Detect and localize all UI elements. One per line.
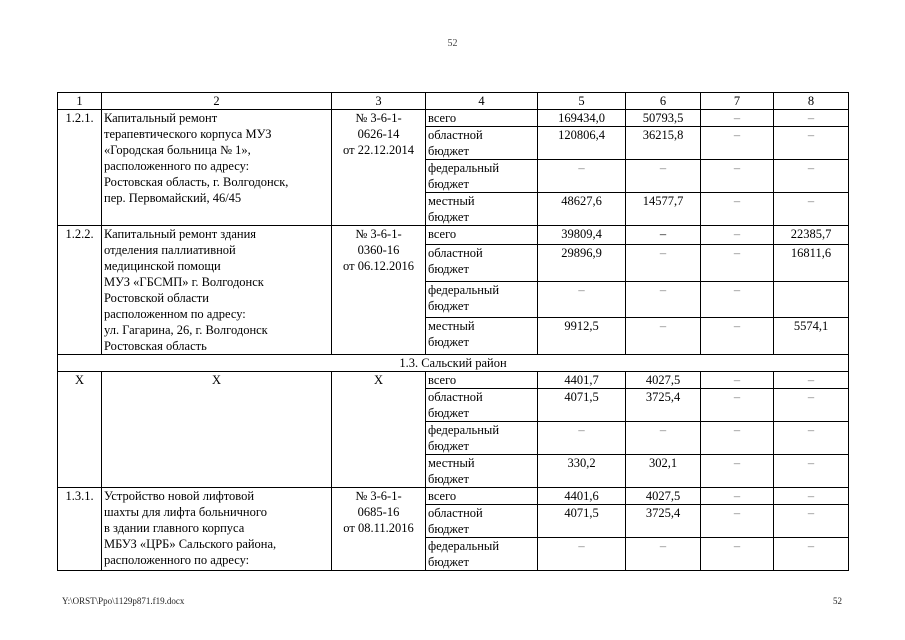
funding-source: местный бюджет bbox=[426, 318, 538, 355]
table-row bbox=[58, 110, 849, 127]
value-cell-c5: – bbox=[538, 160, 626, 193]
funding-source: местный бюджет bbox=[426, 455, 538, 488]
funding-source: всего bbox=[426, 372, 538, 389]
value-cell-c6: – bbox=[626, 318, 701, 355]
value-cell-c5: 4401,7 bbox=[538, 372, 626, 389]
funding-source: федеральный бюджет bbox=[426, 422, 538, 455]
funding-source: всего bbox=[426, 110, 538, 127]
header-cell: 3 bbox=[332, 93, 426, 110]
value-cell-c8: – bbox=[774, 193, 849, 226]
table-body bbox=[58, 93, 849, 571]
header-cell: 2 bbox=[102, 93, 332, 110]
value-cell-c7: – bbox=[701, 372, 774, 389]
value-cell-c5: 120806,4 bbox=[538, 127, 626, 160]
header-cell: 5 bbox=[538, 93, 626, 110]
page-number-top: 52 bbox=[447, 38, 458, 49]
value-cell-c8 bbox=[774, 281, 849, 318]
item-code: X bbox=[58, 372, 102, 488]
value-cell-c5: – bbox=[538, 281, 626, 318]
value-cell-c5: 29896,9 bbox=[538, 244, 626, 281]
item-code: 1.2.1. bbox=[58, 110, 102, 226]
value-cell-c7: – bbox=[701, 193, 774, 226]
value-cell-c5: 4401,6 bbox=[538, 488, 626, 505]
value-cell-c7: – bbox=[701, 318, 774, 355]
funding-source: областной бюджет bbox=[426, 244, 538, 281]
value-cell-c6: – bbox=[626, 160, 701, 193]
value-cell-c5: 4071,5 bbox=[538, 505, 626, 538]
value-cell-c6: 14577,7 bbox=[626, 193, 701, 226]
value-cell-c6: 4027,5 bbox=[626, 488, 701, 505]
value-cell-c7: – bbox=[701, 488, 774, 505]
value-cell-c8: 22385,7 bbox=[774, 226, 849, 245]
value-cell-c8: 5574,1 bbox=[774, 318, 849, 355]
value-cell-c6: 3725,4 bbox=[626, 505, 701, 538]
footer-page-number: 52 bbox=[833, 596, 842, 606]
header-cell: 7 bbox=[701, 93, 774, 110]
value-cell-c8: – bbox=[774, 160, 849, 193]
budget-table bbox=[57, 92, 849, 571]
value-cell-c8: – bbox=[774, 372, 849, 389]
funding-source: областной бюджет bbox=[426, 389, 538, 422]
value-cell-c8: – bbox=[774, 505, 849, 538]
value-cell-c8: – bbox=[774, 455, 849, 488]
item-description: Капитальный ремонт здания отделения паллиативной медицинской помощи МУЗ «ГБСМП» г. Волгодонск Ростовской области расположенном по адресу: ул. Гагарина, 26, г. Волгодонск Ростовская область bbox=[102, 226, 332, 355]
header-cell: 4 bbox=[426, 93, 538, 110]
value-cell-c6: – bbox=[626, 226, 701, 245]
value-cell-c6: 36215,8 bbox=[626, 127, 701, 160]
header-cell: 8 bbox=[774, 93, 849, 110]
value-cell-c8: – bbox=[774, 110, 849, 127]
footer-file-path: Y:\ORST\Ppo\1129p871.f19.docx bbox=[62, 596, 185, 606]
funding-source: федеральный бюджет bbox=[426, 160, 538, 193]
value-cell-c8: – bbox=[774, 488, 849, 505]
table-row bbox=[58, 372, 849, 389]
item-description: Устройство новой лифтовой шахты для лифта больничного в здании главного корпуса МБУЗ «ЦРБ» Сальского района, расположенного по адресу: bbox=[102, 488, 332, 571]
value-cell-c5: 330,2 bbox=[538, 455, 626, 488]
value-cell-c6: 4027,5 bbox=[626, 372, 701, 389]
value-cell-c5: – bbox=[538, 422, 626, 455]
value-cell-c8: – bbox=[774, 389, 849, 422]
item-document: № 3-6-1- 0360-16 от 06.12.2016 bbox=[332, 226, 426, 355]
value-cell-c7: – bbox=[701, 281, 774, 318]
value-cell-c6: 3725,4 bbox=[626, 389, 701, 422]
value-cell-c6: – bbox=[626, 538, 701, 571]
value-cell-c7: – bbox=[701, 160, 774, 193]
value-cell-c5: 9912,5 bbox=[538, 318, 626, 355]
value-cell-c7: – bbox=[701, 538, 774, 571]
value-cell-c5: 169434,0 bbox=[538, 110, 626, 127]
item-code: 1.3.1. bbox=[58, 488, 102, 571]
value-cell-c7: – bbox=[701, 110, 774, 127]
value-cell-c6: 50793,5 bbox=[626, 110, 701, 127]
table-row bbox=[58, 488, 849, 505]
value-cell-c7: – bbox=[701, 244, 774, 281]
value-cell-c8: – bbox=[774, 127, 849, 160]
funding-source: всего bbox=[426, 226, 538, 245]
header-cell: 6 bbox=[626, 93, 701, 110]
value-cell-c7: – bbox=[701, 505, 774, 538]
item-document: X bbox=[332, 372, 426, 488]
item-description: X bbox=[102, 372, 332, 488]
item-description: Капитальный ремонт терапевтического корпуса МУЗ «Городская больница № 1», расположенного по адресу: Ростовская область, г. Волгодонск, пер. Первомайский, 46/45 bbox=[102, 110, 332, 226]
value-cell-c5: 48627,6 bbox=[538, 193, 626, 226]
value-cell-c5: – bbox=[538, 538, 626, 571]
value-cell-c5: 39809,4 bbox=[538, 226, 626, 245]
funding-source: федеральный бюджет bbox=[426, 538, 538, 571]
item-document: № 3-6-1- 0626-14 от 22.12.2014 bbox=[332, 110, 426, 226]
funding-source: федеральный бюджет bbox=[426, 281, 538, 318]
funding-source: местный бюджет bbox=[426, 193, 538, 226]
value-cell-c7: – bbox=[701, 127, 774, 160]
value-cell-c8: 16811,6 bbox=[774, 244, 849, 281]
value-cell-c7: – bbox=[701, 226, 774, 245]
item-code: 1.2.2. bbox=[58, 226, 102, 355]
value-cell-c6: 302,1 bbox=[626, 455, 701, 488]
funding-source: областной бюджет bbox=[426, 505, 538, 538]
section-row bbox=[58, 355, 849, 372]
value-cell-c6: – bbox=[626, 244, 701, 281]
item-document: № 3-6-1- 0685-16 от 08.11.2016 bbox=[332, 488, 426, 571]
table-row bbox=[58, 226, 849, 245]
value-cell-c8: – bbox=[774, 422, 849, 455]
header-cell: 1 bbox=[58, 93, 102, 110]
value-cell-c7: – bbox=[701, 389, 774, 422]
value-cell-c7: – bbox=[701, 455, 774, 488]
value-cell-c6: – bbox=[626, 422, 701, 455]
value-cell-c8: – bbox=[774, 538, 849, 571]
funding-source: областной бюджет bbox=[426, 127, 538, 160]
value-cell-c7: – bbox=[701, 422, 774, 455]
value-cell-c6: – bbox=[626, 281, 701, 318]
table-header-row bbox=[58, 93, 849, 110]
value-cell-c5: 4071,5 bbox=[538, 389, 626, 422]
section-title: 1.3. Сальский район bbox=[58, 355, 849, 372]
funding-source: всего bbox=[426, 488, 538, 505]
